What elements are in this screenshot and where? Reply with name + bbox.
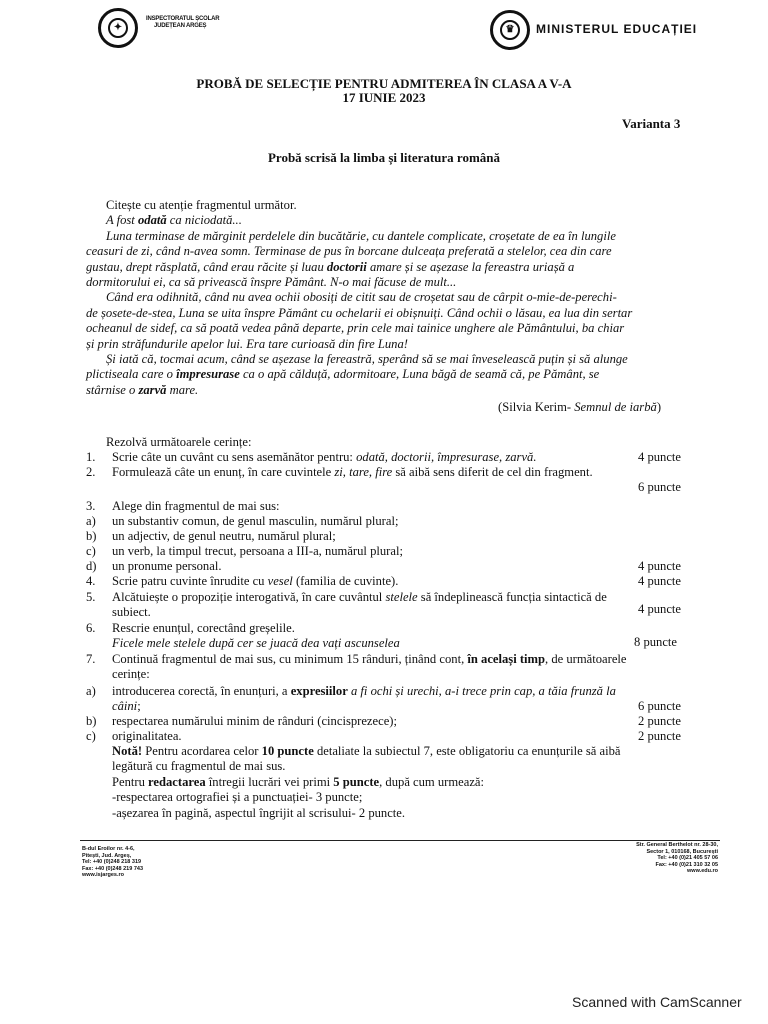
variant-label: Varianta 3 [622,116,681,131]
p1-c: ca niciodată... [166,213,242,228]
task5-l1b: stelele [385,590,418,604]
isj-name [146,16,226,30]
task7-text [112,652,627,683]
note-d: detaliate la subiectul 7, este obligatoriu ca enunțurile să aibă [313,744,621,758]
footer-left-line: Pitești, Jud. Argeș, [82,852,132,859]
red-a: Pentru [112,774,149,789]
note-b: Pentru acordarea celor [142,744,262,758]
task1-points: 4 puncte [638,450,682,464]
ministry-crest-icon [490,10,530,50]
task7-l1a: Continuă fragmentul de mai sus, cu minimum 15 rânduri, ținând cont, [112,652,468,666]
task5-l1a: Alcătuiește o propoziție interogativă, în care cuvântul [112,590,386,604]
task6-points: 8 puncte [634,635,678,649]
task7a-number: a) [86,684,96,698]
task5-points: 4 puncte [638,602,682,616]
p1-b: odată [137,213,167,228]
red-e: , după cum urmează: [379,774,485,789]
tasks-heading: Rezolvă următoarele cerințe: [106,435,252,449]
exam-date: 17 IUNIE 2023 [342,90,426,105]
footer-right [606,842,718,875]
task7b-number: b) [86,714,97,728]
task6-number: 6. [86,621,96,635]
task2-text [112,465,593,480]
task3-number: 3. [86,499,96,513]
p4-l3 [86,383,696,398]
task2-c: să aibă sens diferit de cel din fragment. [392,465,593,479]
intro-text: Citește cu atenție fragmentul următor. [106,198,297,212]
p4 [86,352,696,398]
task3a-number: a) [86,514,96,528]
footer-left-line: Tel: +40 (0)248 218 319 [82,859,142,866]
redactare-l2: -respectarea ortografiei și a punctuației- 3 puncte; [112,790,363,805]
task2-a: Formulează câte un enunț, în care cuvintele [112,465,335,479]
task2-number: 2. [86,465,96,479]
task5-l1c: să îndeplinească funcția sintactică de [417,590,607,604]
p2-l3a: gustau, drept răsplată, când erau răcite și luau [86,259,327,274]
task6-l1: Rescrie enunțul, corectând greșelile. [112,621,295,635]
task7-l1b: în același timp [467,652,546,666]
exam-title: PROBĂ DE SELECȚIE PENTRU ADMITEREA ÎN CLASA A V-A [196,76,572,91]
task4-text [112,574,398,589]
red-d: 5 puncte [333,774,380,789]
fragment [86,198,696,398]
p4-l2 [86,367,696,382]
intro-line [86,198,696,213]
exam-subtitle: Probă scrisă la limba și literatura română [267,150,501,165]
isj-line2: JUDEȚEAN ARGEȘ [154,23,207,29]
redactare-l1 [112,775,702,790]
task6-text [112,621,400,652]
task5-l2: subiect. [112,605,151,620]
task4-number: 4. [86,574,96,588]
task7a-l2a: câini [112,699,138,714]
task7-l1 [112,652,627,667]
ministry-name: MINISTERUL EDUCAȚIEI [536,22,698,36]
p4-l2b: împresurase [176,367,240,382]
p4-l3a: stârnise o [86,382,139,397]
p2-l3 [86,260,696,275]
redactare-l3: -așezarea în pagină, aspectul îngrijit al scrisului- 2 puncte. [112,805,406,820]
task3b-number: b) [86,529,97,543]
task2-b: zi, tare, fire [334,465,393,479]
task7a-l1c: a fi ochi și urechi, a-i trece prin cap, a tăia frunză la [347,684,616,698]
task4-b: vesel [267,574,293,588]
task4-points: 4 puncte [638,574,682,588]
footer-right-line: Str. General Berthelot nr. 28-30, [636,842,718,848]
task7c-text: originalitatea. [112,729,182,743]
p2-l3b: doctorii [326,259,367,274]
p2-l2: ceasuri de zi, când n-avea somn. Terminase de pus în borcane dulceața preferată a stelelor, cea din care [86,244,612,259]
p4-l3b: zarvă [138,382,167,397]
task3-points: 4 puncte [638,559,682,573]
task7c-number: c) [86,729,96,743]
task3b-text: un adjectiv, de genul neutru, numărul plural; [112,529,336,543]
p3 [86,290,696,352]
task1-number: 1. [86,450,96,464]
task3-text: Alege din fragmentul de mai sus: [112,499,280,513]
task2-points: 6 puncte [638,480,682,494]
task7b-text: respectarea numărului minim de rânduri (cincisprezece); [112,714,397,728]
task1-b: odată, doctorii, împresurase, zarvă. [356,450,537,464]
task7a-l1b: expresiilor [290,684,348,698]
p1 [86,213,696,228]
task5-text [112,590,607,621]
task3d-text: un pronume personal. [112,559,222,573]
task7a-l1 [112,684,616,699]
task7a-l2b: ; [137,699,141,714]
task1-text [112,450,536,465]
task7a-l2 [112,699,616,714]
p4-l2a: plictiseala care o [86,367,177,382]
note-l1 [112,744,702,759]
footer-right-line: Sector 1, 010168, București [646,848,718,855]
note-label: Notă! [112,744,143,758]
note [112,744,702,821]
source [498,400,661,415]
isj-line1: INSPECTORATUL ȘCOLAR [146,16,220,22]
source-close: ) [656,400,662,414]
p4-l2c: ca o apă călduță, adormitoare, Luna băgă de seamă că, pe Pământ, se [239,367,600,382]
task7a-l1a: introducerea corectă, în enunțuri, a [112,684,291,698]
isj-logo-inner: ✦ [108,18,128,38]
task5-l1 [112,590,607,605]
red-b: redactarea [148,774,206,789]
task7a-text [112,684,616,715]
p3-l2: de șosete-de-stea, Luna se uita înspre Pământ cu ochelarii ei obișnuiți. Când ochii o lăsau, ea lua din sertar [86,305,633,320]
task3d-number: d) [86,559,97,573]
p4-l3c: mare. [166,382,199,397]
note-c: 10 puncte [261,744,314,758]
p2-l1: Luna terminase de mărginit perdelele din bucătărie, cu dantele complicate, croșetate de ea în lungile [106,228,616,243]
task3a-text: un substantiv comun, de genul masculin, numărul plural; [112,514,399,528]
task6-l2: Ficele mele stelele după cer se juacă dea vați ascunselea [112,636,400,651]
task3c-number: c) [86,544,96,558]
footer-right-line: www.edu.ro [687,868,718,875]
task7-l1c: , de următoarele [545,652,627,666]
source-author: (Silvia Kerim- [498,400,575,414]
task1-a: Scrie câte un cuvânt cu sens asemănător pentru: [112,450,357,464]
task4-a: Scrie patru cuvinte înrudite cu [112,574,268,588]
p2 [86,229,696,291]
p2-l3c: amare și se așezase la fereastra uriașă a [366,259,575,274]
task7c-points: 2 puncte [638,729,682,743]
task7a-points: 6 puncte [638,699,682,713]
footer-right-line: Fax: +40 (0)21 310 32 05 [655,861,718,868]
footer-rule [80,840,720,841]
p3-l1: Când era odihnită, când nu avea ochii obosiți de citit sau de croșetat sau de cârpit o-mie-de-perechi- [106,290,617,305]
footer-left-line: B-dul Eroilor nr. 4-6, [82,846,135,852]
task7b-points: 2 puncte [638,714,682,728]
task5-number: 5. [86,590,96,604]
p3-l4: și prin străfundurile apelor lui. Era tare curioasă din fire Luna! [86,336,408,351]
red-c: întregii lucrări vei primi [205,774,334,789]
footer-left-line: www.isjarges.ro [82,872,124,879]
p2-l4: dormitorului ei, ca să privească înspre Pământ. N-o mai făcuse de mult... [86,275,457,290]
footer-left-line: Fax: +40 (0)248 219 743 [82,865,144,872]
p3-l3: ocheanul de sidef, ca să poată vedea până departe, prin cele mai tainice unghere ale Pământului, ba chiar [86,321,625,336]
task4-c: (familia de cuvinte). [292,574,399,588]
task7-number: 7. [86,652,96,666]
task7-l2: cerințe: [112,667,150,682]
camscanner-watermark: Scanned with CamScanner [572,994,742,1010]
source-title: Semnul de iarbă [574,400,657,414]
p4-l1: Și iată că, tocmai acum, când se așezase la fereastră, sperând să se mai înveselească puțin și să alunge [106,352,628,367]
footer-left [82,846,143,879]
ministry-crest-inner: ♛ [500,20,520,40]
p1-a: A fost [106,213,138,228]
footer-right-line: Tel: +40 (0)21 405 57 06 [657,855,718,862]
task3c-text: un verb, la timpul trecut, persoana a III-a, numărul plural; [112,544,403,558]
note-l2: legătură cu fragmentul de mai sus. [112,759,286,774]
isj-logo-icon [98,8,138,48]
